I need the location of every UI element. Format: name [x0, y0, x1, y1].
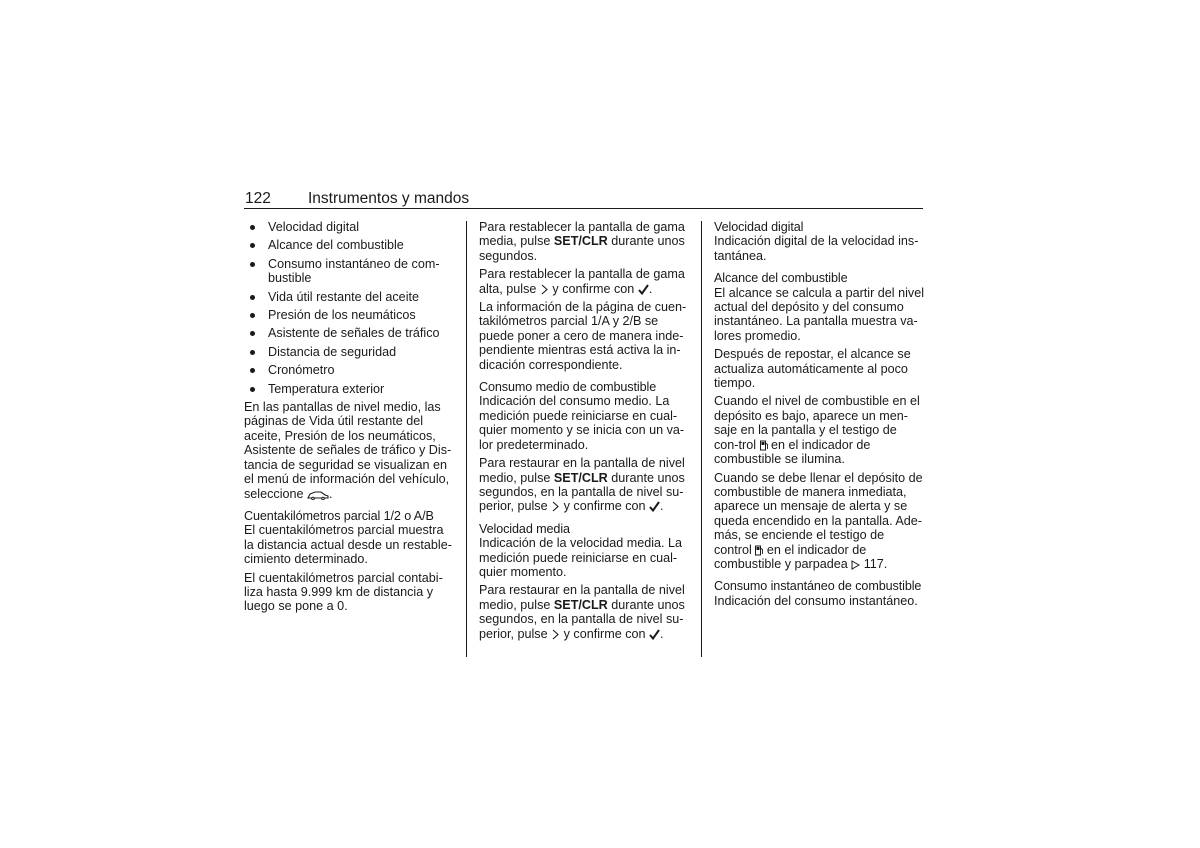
bullet-icon	[250, 387, 255, 392]
page-reference-icon	[851, 560, 860, 570]
fuel-pump-icon	[760, 440, 768, 451]
chevron-right-icon	[551, 629, 560, 640]
section-heading: Velocidad digital	[714, 220, 804, 234]
fuel-range-section	[714, 271, 924, 571]
paragraph: Después de repostar, el alcance se actualiza automáticamente al poco tiempo.	[714, 347, 911, 391]
paragraph: En las pantallas de nivel medio, las páginas de Vida útil restante del aceite, Presión de los neumáticos, Asistente de señales de tráfico y Dis-tancia de seguridad se visualizan en el menú de información del vehículo, seleccione .	[244, 400, 452, 501]
list-item: Consumo instantáneo de com- bustible	[244, 257, 456, 286]
bullet-icon	[250, 225, 255, 230]
checkmark-icon	[649, 629, 660, 640]
checkmark-icon	[649, 501, 660, 512]
column-divider	[466, 221, 467, 657]
section-heading: Alcance del combustible	[714, 271, 848, 286]
button-label-set-clr: SET/CLR	[553, 234, 608, 249]
button-label-set-clr: SET/CLR	[553, 470, 608, 485]
paragraph: Indicación de la velocidad media. La medición puede reiniciarse en cual-quier momento.	[479, 536, 683, 579]
paragraph: El alcance se calcula a partir del nivel actual del depósito y del consumo instantáneo. La pantalla muestra va-lores promedio.	[714, 285, 925, 343]
paragraph: El cuentakilómetros parcial muestra la distancia actual desde un restable-cimiento determinado.	[244, 523, 452, 567]
trip-odometer-section	[244, 509, 456, 614]
checkmark-icon	[638, 284, 649, 295]
paragraph: Indicación del consumo medio. La medición puede reiniciarse en cual-quier momento y se inicia con un va-lor predeterminado.	[479, 394, 685, 452]
fuel-pump-icon	[755, 545, 763, 556]
paragraph: Para restaurar en la pantalla de nivel medio, pulse SET/CLR durante unos segundos, en la pantalla de nivel su-perior, pulse y confirme con .	[479, 456, 685, 514]
paragraph: Para restablecer la pantalla de gama alta, pulse y confirme con .	[479, 267, 685, 296]
bullet-icon	[250, 331, 255, 336]
page-number: 122	[245, 190, 271, 207]
paragraph: El cuentakilómetros parcial contabi-liza hasta 9.999 km de distancia y luego se pone a 0.	[244, 570, 443, 614]
digital-speed-section	[714, 220, 924, 263]
paragraph: Indicación del consumo instantáneo.	[714, 593, 918, 608]
paragraph: Cuando el nivel de combustible en el depósito es bajo, aparece un men-saje en la pantalla y el testigo de con-trol en el indicador de combustible se ilumina.	[714, 394, 920, 467]
bullet-icon	[250, 313, 255, 318]
section-heading: Cuentakilómetros parcial 1/2 o A/B	[244, 508, 434, 523]
list-item: Presión de los neumáticos	[244, 308, 456, 322]
list-item: Temperatura exterior	[244, 382, 456, 396]
bullet-icon	[250, 295, 255, 300]
section-heading: Velocidad media	[479, 521, 570, 536]
bullet-icon	[250, 243, 255, 248]
list-item: Alcance del combustible	[244, 238, 456, 252]
bullet-icon	[250, 368, 255, 373]
bullet-icon	[250, 262, 255, 267]
paragraph: Indicación digital de la velocidad ins-tantánea.	[714, 234, 919, 263]
paragraph: Para restablecer la pantalla de gama media, pulse SET/CLR durante unos segundos.	[479, 220, 685, 263]
button-label-set-clr: SET/CLR	[553, 597, 608, 612]
section-heading: Consumo instantáneo de combustible	[714, 579, 922, 594]
chevron-right-icon	[540, 284, 549, 295]
column-2	[479, 220, 691, 645]
paragraph: Cuando se debe llenar el depósito de combustible de manera inmediata, aparece un mensaje de alerta y se queda encendido en la pantalla. Ade-más, se enciende el testigo de control en el indicador de combustible y parpadea 117.	[714, 470, 923, 571]
page-title: Instrumentos y mandos	[308, 190, 470, 207]
list-item: Cronómetro	[244, 363, 456, 377]
list-item: Asistente de señales de tráfico	[244, 326, 456, 340]
instant-consumption-section	[714, 579, 924, 608]
bullet-icon	[250, 350, 255, 355]
column-divider	[701, 221, 702, 657]
average-speed-section	[479, 522, 691, 641]
chevron-right-icon	[551, 501, 560, 512]
paragraph: La información de la página de cuen-takilómetros parcial 1/A y 2/B se puede poner a cero de manera inde-pendiente mientras está activa la in-dicación correspondiente.	[479, 300, 687, 372]
vehicle-icon	[307, 490, 329, 500]
paragraph: Para restaurar en la pantalla de nivel medio, pulse SET/CLR durante unos segundos, en la pantalla de nivel su-perior, pulse y confirme con .	[479, 583, 685, 641]
display-pages-list	[244, 220, 456, 396]
list-item: Distancia de seguridad	[244, 345, 456, 359]
list-item: Vida útil restante del aceite	[244, 290, 456, 304]
page-header	[244, 189, 923, 209]
section-heading: Consumo medio de combustible	[479, 380, 657, 395]
average-consumption-section	[479, 380, 691, 514]
column-1	[244, 220, 456, 618]
list-item: Velocidad digital	[244, 220, 456, 234]
column-3	[714, 220, 924, 612]
